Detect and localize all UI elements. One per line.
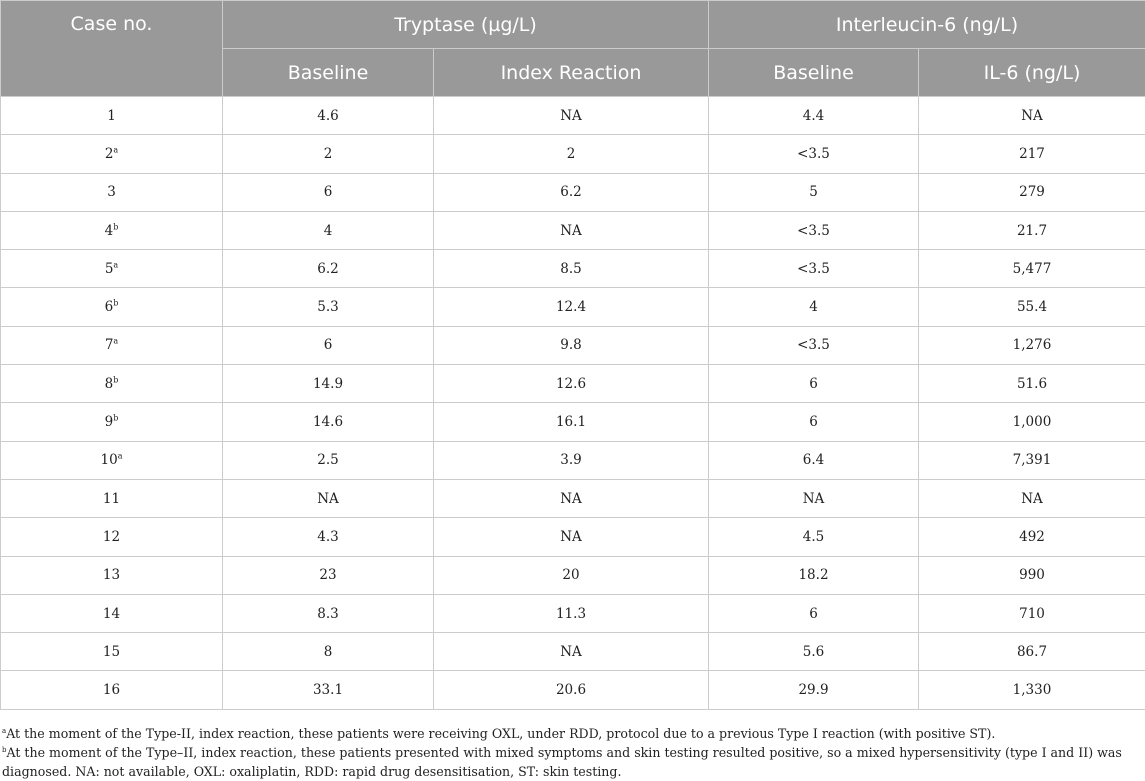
cell-il6-value: 5,477 [919, 250, 1145, 288]
table-row [1, 518, 1145, 556]
table-row [1, 594, 1145, 632]
cell-case-no [1, 173, 223, 211]
footnote-marker: a [113, 337, 118, 346]
cell-il6-baseline: 18.2 [709, 556, 919, 594]
cell-il6-baseline: <3.5 [709, 211, 919, 249]
table-row [1, 288, 1145, 326]
table-row [1, 326, 1145, 364]
cell-tryptase-baseline: 6 [223, 173, 434, 211]
cell-il6-baseline: 5 [709, 173, 919, 211]
cell-case-no [1, 671, 223, 709]
cell-case-no [1, 135, 223, 173]
cell-tryptase-baseline: 33.1 [223, 671, 434, 709]
cell-tryptase-index-reaction: 20.6 [434, 671, 709, 709]
cell-il6-value: 55.4 [919, 288, 1145, 326]
footnote-a [2, 724, 1143, 743]
footnote-marker: b [113, 414, 118, 423]
cell-tryptase-index-reaction: 16.1 [434, 403, 709, 441]
cell-tryptase-index-reaction: 12.6 [434, 365, 709, 403]
header-tryptase: Tryptase (µg/L) [223, 1, 709, 49]
cell-case-no [1, 556, 223, 594]
cell-tryptase-baseline: 4 [223, 211, 434, 249]
cell-tryptase-index-reaction: 2 [434, 135, 709, 173]
cell-case-no [1, 594, 223, 632]
cell-il6-value: 86.7 [919, 633, 1145, 671]
cell-il6-baseline: 5.6 [709, 633, 919, 671]
cell-tryptase-baseline: 6.2 [223, 250, 434, 288]
case-number: 3 [107, 184, 116, 200]
cell-case-no [1, 441, 223, 479]
table-body [1, 97, 1145, 710]
table-row [1, 365, 1145, 403]
cell-il6-baseline: 6.4 [709, 441, 919, 479]
case-number: 10 [101, 452, 118, 468]
cell-tryptase-index-reaction: NA [434, 633, 709, 671]
case-number: 15 [103, 644, 120, 660]
cell-il6-value: 710 [919, 594, 1145, 632]
cell-tryptase-baseline: 23 [223, 556, 434, 594]
footnotes [0, 710, 1145, 781]
cell-il6-baseline: 6 [709, 594, 919, 632]
cell-case-no [1, 479, 223, 517]
cell-tryptase-index-reaction: NA [434, 518, 709, 556]
cell-il6-value: 7,391 [919, 441, 1145, 479]
cell-il6-value: 21.7 [919, 211, 1145, 249]
cell-il6-value: NA [919, 479, 1145, 517]
cell-il6-baseline: <3.5 [709, 326, 919, 364]
cell-tryptase-baseline: 2.5 [223, 441, 434, 479]
cell-tryptase-baseline: 6 [223, 326, 434, 364]
case-number: 8 [105, 376, 114, 392]
cell-case-no [1, 250, 223, 288]
table-row [1, 479, 1145, 517]
cell-tryptase-index-reaction: 20 [434, 556, 709, 594]
cell-tryptase-index-reaction: 9.8 [434, 326, 709, 364]
table-row [1, 403, 1145, 441]
cell-case-no [1, 633, 223, 671]
header-case-no: Case no. [1, 1, 223, 97]
case-number: 12 [103, 529, 120, 545]
cell-il6-value: 51.6 [919, 365, 1145, 403]
cell-il6-value: 1,276 [919, 326, 1145, 364]
cell-tryptase-baseline: 14.6 [223, 403, 434, 441]
case-number: 14 [103, 606, 120, 622]
case-number: 11 [103, 491, 120, 507]
cell-case-no [1, 211, 223, 249]
header-il6: Interleucin-6 (ng/L) [709, 1, 1145, 49]
cell-case-no [1, 518, 223, 556]
cell-il6-baseline: 4.5 [709, 518, 919, 556]
cell-il6-baseline: 4.4 [709, 97, 919, 135]
cell-tryptase-baseline: NA [223, 479, 434, 517]
case-number: 7 [105, 337, 114, 353]
footnote-b [2, 743, 1143, 781]
table-row [1, 211, 1145, 249]
case-number: 5 [105, 261, 114, 277]
cell-il6-baseline: 6 [709, 365, 919, 403]
header-il6-baseline: Baseline [709, 49, 919, 97]
table-row [1, 441, 1145, 479]
cell-il6-value: 1,000 [919, 403, 1145, 441]
table-row [1, 633, 1145, 671]
cell-case-no [1, 403, 223, 441]
cell-il6-baseline: <3.5 [709, 135, 919, 173]
footnote-marker: a [113, 145, 118, 154]
table-row [1, 556, 1145, 594]
cell-il6-value: 990 [919, 556, 1145, 594]
cell-tryptase-index-reaction: 11.3 [434, 594, 709, 632]
footnote-marker: a [118, 452, 123, 461]
table-row [1, 135, 1145, 173]
cell-il6-value: 492 [919, 518, 1145, 556]
table-header [1, 1, 1145, 97]
cell-il6-baseline: 6 [709, 403, 919, 441]
cell-tryptase-baseline: 14.9 [223, 365, 434, 403]
cell-tryptase-baseline: 5.3 [223, 288, 434, 326]
case-number: 4 [105, 223, 114, 239]
cell-tryptase-index-reaction: 8.5 [434, 250, 709, 288]
table-row [1, 173, 1145, 211]
table-row [1, 97, 1145, 135]
cell-tryptase-baseline: 4.6 [223, 97, 434, 135]
cell-il6-value: 217 [919, 135, 1145, 173]
table-row [1, 250, 1145, 288]
case-number: 9 [105, 414, 114, 430]
cell-tryptase-index-reaction: NA [434, 479, 709, 517]
case-number: 2 [105, 146, 114, 162]
cell-case-no [1, 288, 223, 326]
cell-tryptase-baseline: 2 [223, 135, 434, 173]
case-number: 1 [107, 108, 116, 124]
case-number: 13 [103, 567, 120, 583]
footnote-marker: b [113, 222, 118, 231]
footnote-b-text: At the moment of the Type–II, index reaction, these patients presented with mixed symptoms and skin testing resulted positive, so a mixed hypersensitivity (type I and II) was diagnosed. NA: not available, OXL: oxaliplatin, RDD: rapid drug desensitisation, ST: skin testing. [2, 745, 1122, 779]
cell-tryptase-index-reaction: 3.9 [434, 441, 709, 479]
header-row-top [1, 1, 1145, 49]
header-tryptase-index-reaction: Index Reaction [434, 49, 709, 97]
case-number: 16 [103, 682, 120, 698]
header-tryptase-baseline: Baseline [223, 49, 434, 97]
cell-tryptase-index-reaction: 12.4 [434, 288, 709, 326]
cell-il6-value: NA [919, 97, 1145, 135]
cell-il6-baseline: 29.9 [709, 671, 919, 709]
cell-tryptase-baseline: 8 [223, 633, 434, 671]
cell-il6-baseline: <3.5 [709, 250, 919, 288]
footnote-a-mark: a [2, 727, 6, 735]
cell-case-no [1, 326, 223, 364]
cell-il6-value: 279 [919, 173, 1145, 211]
footnote-b-mark: b [2, 746, 6, 754]
cell-tryptase-index-reaction: NA [434, 97, 709, 135]
cell-il6-baseline: 4 [709, 288, 919, 326]
cell-case-no [1, 97, 223, 135]
table-row [1, 671, 1145, 709]
case-number: 6 [105, 299, 114, 315]
footnote-marker: a [113, 260, 118, 269]
cell-il6-baseline: NA [709, 479, 919, 517]
cell-tryptase-index-reaction: NA [434, 211, 709, 249]
cell-il6-value: 1,330 [919, 671, 1145, 709]
footnote-marker: b [113, 375, 118, 384]
footnote-a-text: At the moment of the Type-II, index reaction, these patients were receiving OXL, under RDD, protocol due to a previous Type I reaction (with positive ST). [6, 726, 995, 741]
cell-case-no [1, 365, 223, 403]
header-il6-value: IL-6 (ng/L) [919, 49, 1145, 97]
cell-tryptase-index-reaction: 6.2 [434, 173, 709, 211]
cell-tryptase-baseline: 8.3 [223, 594, 434, 632]
cell-tryptase-baseline: 4.3 [223, 518, 434, 556]
footnote-marker: b [113, 299, 118, 308]
